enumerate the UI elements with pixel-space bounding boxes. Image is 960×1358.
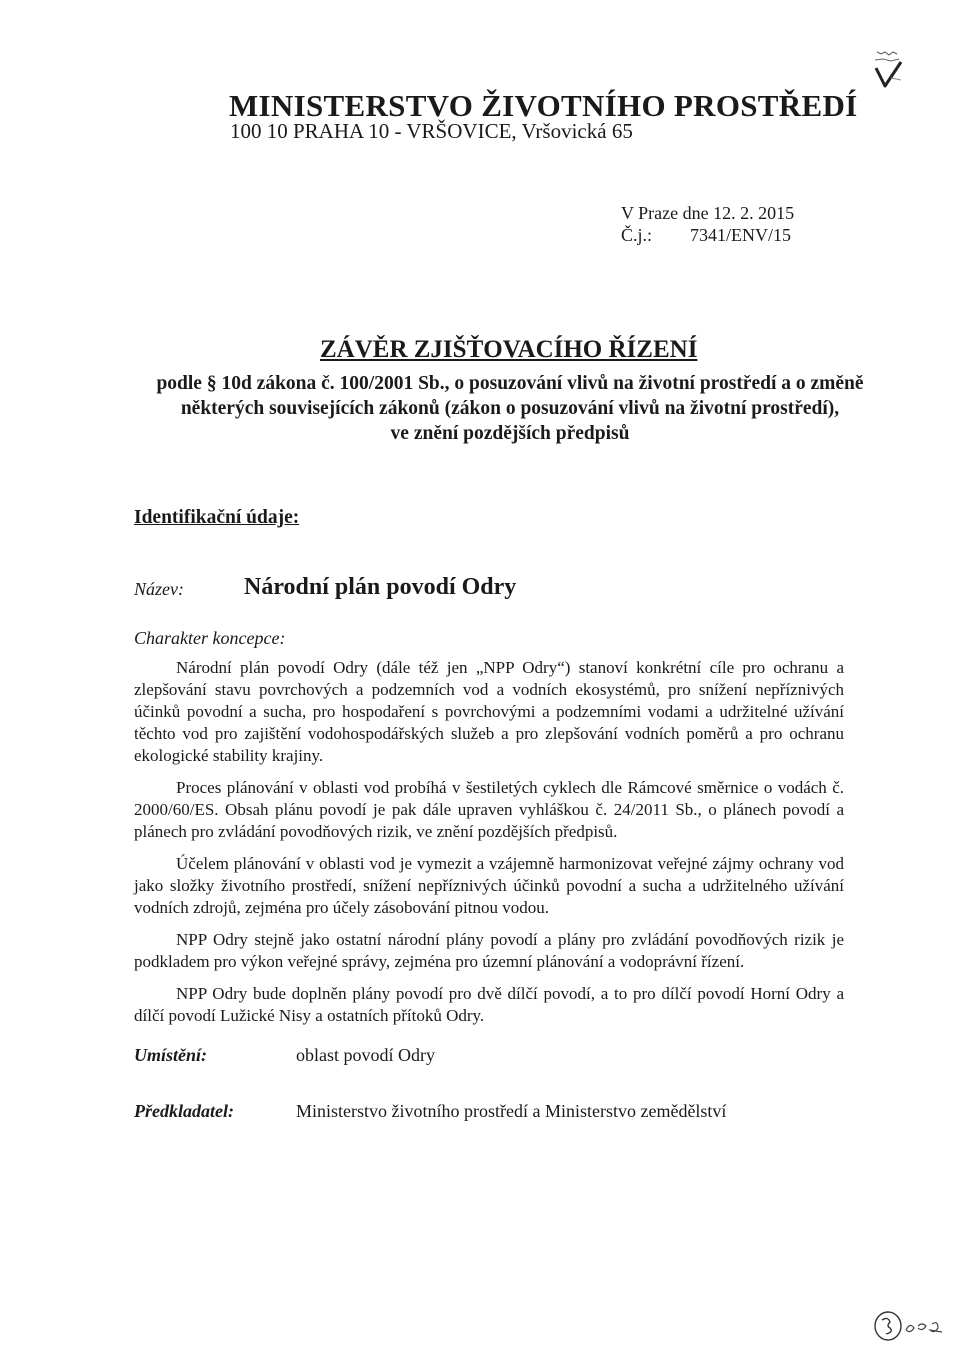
proposer-value: Ministerstvo životního prostředí a Ministerstvo zemědělství xyxy=(296,1101,727,1121)
ministry-title: MINISTERSTVO ŽIVOTNÍHO PROSTŘEDÍ xyxy=(229,88,858,123)
proposer-label: Předkladatel: xyxy=(134,1101,234,1121)
name-label: Název: xyxy=(134,579,184,599)
description-paragraph: Proces plánování v oblasti vod probíhá v šestiletých cyklech dle Rámcové směrnice o vodách č. 2000/60/ES. Obsah plánu povodí je pak dále upraven vyhláškou č. 24/2011 Sb., o plánech povodí a plánech pro zvládání povodňových rizik, ve znění pozdějších předpisů. xyxy=(134,778,844,841)
reference-label: Č.j.: xyxy=(621,225,653,245)
identification-heading: Identifikační údaje: xyxy=(134,507,300,528)
date-line: V Praze dne 12. 2. 2015 xyxy=(621,203,795,223)
plan-name: Národní plán povodí Odry xyxy=(244,574,517,600)
page-stamp-icon xyxy=(872,1308,952,1344)
location-value: oblast povodí Odry xyxy=(296,1045,435,1065)
character-label: Charakter koncepce: xyxy=(134,628,286,648)
reference-number: 7341/ENV/15 xyxy=(690,225,791,245)
ministry-address: 100 10 PRAHA 10 - VRŠOVICE, Vršovická 65 xyxy=(230,119,633,143)
legal-basis-line: některých souvisejících zákonů (zákon o posuzování vlivů na životní prostředí), xyxy=(180,398,840,419)
location-label: Umístění: xyxy=(134,1045,208,1065)
character-description xyxy=(134,657,844,1037)
legal-basis-line: podle § 10d zákona č. 100/2001 Sb., o posuzování vlivů na životní prostředí a o změně xyxy=(156,373,864,394)
description-paragraph: NPP Odry stejně jako ostatní národní plány povodí a plány pro zvládání povodňových rizik je podkladem pro výkon veřejné správy, zejména pro územní plánování a vodoprávní řízení. xyxy=(134,930,844,971)
description-paragraph: NPP Odry bude doplněn plány povodí pro dvě dílčí povodí, a to pro dílčí povodí Horní Odry a dílčí povodí Lužické Nisy a ostatních přítoků Odry. xyxy=(134,984,844,1025)
approval-mark-icon xyxy=(871,48,905,92)
legal-basis xyxy=(130,371,890,446)
description-paragraph: Národní plán povodí Odry (dále též jen „NPP Odry“) stanoví konkrétní cíle pro ochranu a zlepšování stavu povrchových a podzemních vod a vodních ekosystémů, pro snížení nepříznivých účinků povodní a sucha, pro hospodaření s povrchovými a podzemními vodami a udržitelné užívání těchto vod pro zajištění vodohospodářských služeb a pro zlepšování vodních poměrů a pro ochranu ekologické stability krajiny. xyxy=(134,658,844,765)
legal-basis-line: ve znění pozdějších předpisů xyxy=(390,423,630,444)
description-paragraph: Účelem plánování v oblasti vod je vymezit a vzájemně harmonizovat veřejné zájmy ochrany vod jako složky životního prostředí, snížení nepříznivých účinků povodní a sucha a udržitelného užívání vodních zdrojů, zejména pro účely zásobování pitnou vodou. xyxy=(134,854,844,917)
document-title: ZÁVĚR ZJIŠŤOVACÍHO ŘÍZENÍ xyxy=(320,336,698,363)
